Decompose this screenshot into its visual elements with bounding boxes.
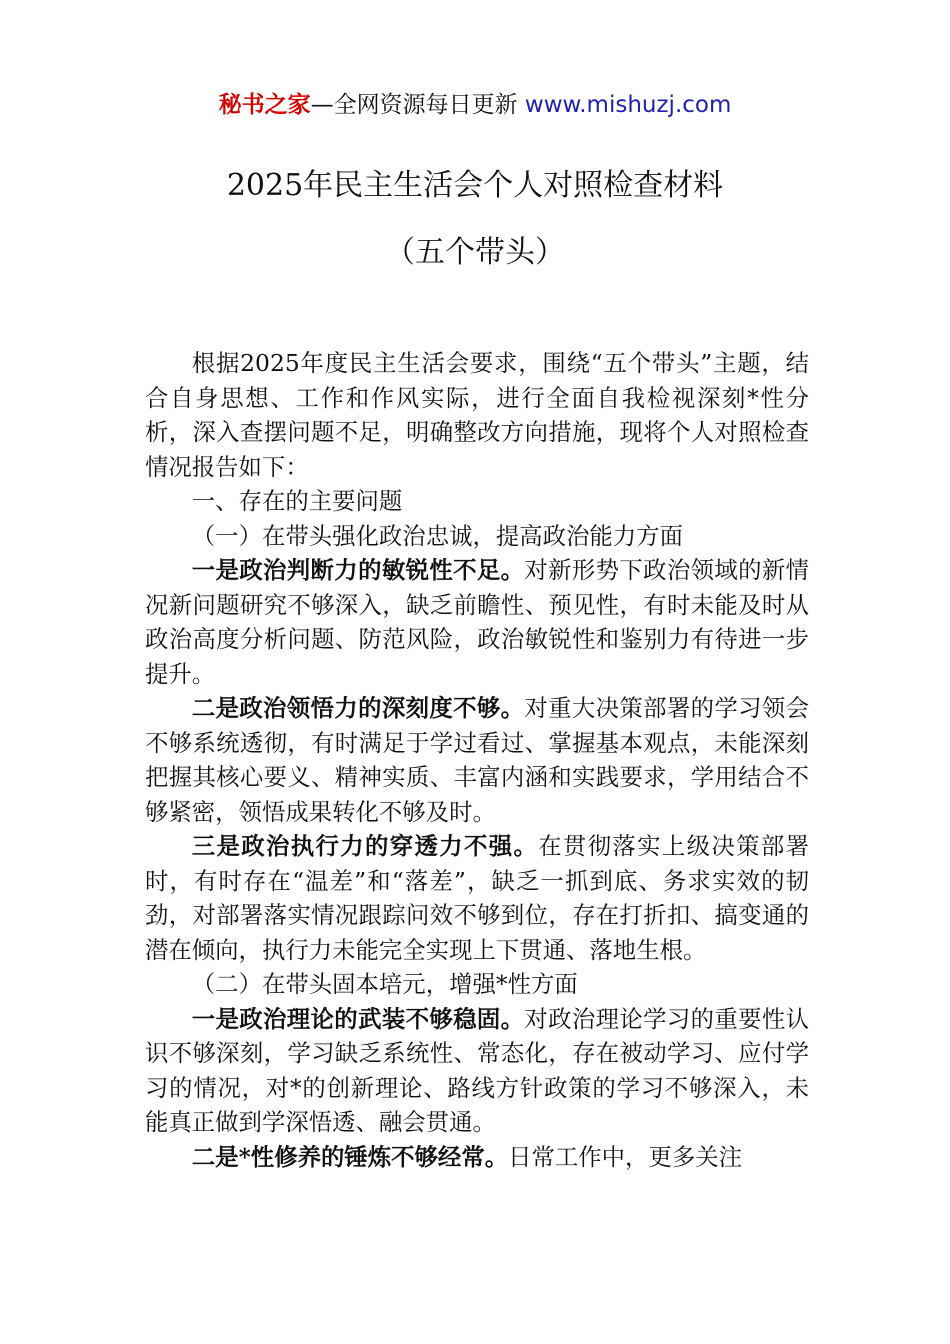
site-header [0,88,950,122]
document-subtitle: （五个带头） [385,235,565,270]
subsection-heading: （二）在带头固本培元，增强*性方面 [191,970,578,998]
site-brand: 秘书之家 [218,92,311,118]
site-tagline: —全网资源每日更新 [310,92,518,118]
intro-paragraph: 根据2025年度民主生活会要求，围绕“五个带头”主题，结合自身思想、工作和作风实际，进行全面自我检视深刻*性分析，深入查摆问题不足，明确整改方向措施，现将个人对照检查情况报告如下： [145,349,809,481]
site-url-link[interactable]: www.mishuzj.com [524,92,732,118]
body-paragraph: 三是政治执行力的穿透力不强。在贯彻落实上级决策部署时，有时存在“温差”和“落差”，缺乏一抓到底、务求实效的韧劲，对部署落实情况跟踪问效不够到位，存在打折扣、搞变通的潜在倾向，执行力未能完全实现上下贯通、落地生根。 [145,832,809,964]
body-paragraph: 一是政治判断力的敏锐性不足。对新形势下政治领域的新情况新问题研究不够深入，缺乏前瞻性、预见性，有时未能及时从政治高度分析问题、防范风险，政治敏锐性和鉴别力有待进一步提升。 [145,556,810,688]
body-paragraph: 二是*性修养的锤炼不够经常。日常工作中，更多关注 [191,1142,743,1171]
body-paragraph: 二是政治领悟力的深刻度不够。对重大决策部署的学习领会不够系统透彻，有时满足于学过看过、掌握基本观点，未能深刻把握其核心要义、精神实质、丰富内涵和实践要求，学用结合不够紧密，领悟成果转化不够及时。 [145,694,810,826]
document-title: 2025年民主生活会个人对照检查材料 [226,168,724,203]
section-heading: 一、存在的主要问题 [191,487,403,515]
subsection-heading: （一）在带头强化政治忠诚，提高政治能力方面 [191,521,683,550]
document-body [145,346,809,1174]
body-paragraph: 一是政治理论的武装不够稳固。对政治理论学习的重要性认识不够深刻，学习缺乏系统性、常态化，存在被动学习、应付学习的情况，对*的创新理论、路线方针政策的学习不够深入，未能真正做到学深悟透、融会贯通。 [145,1004,810,1136]
